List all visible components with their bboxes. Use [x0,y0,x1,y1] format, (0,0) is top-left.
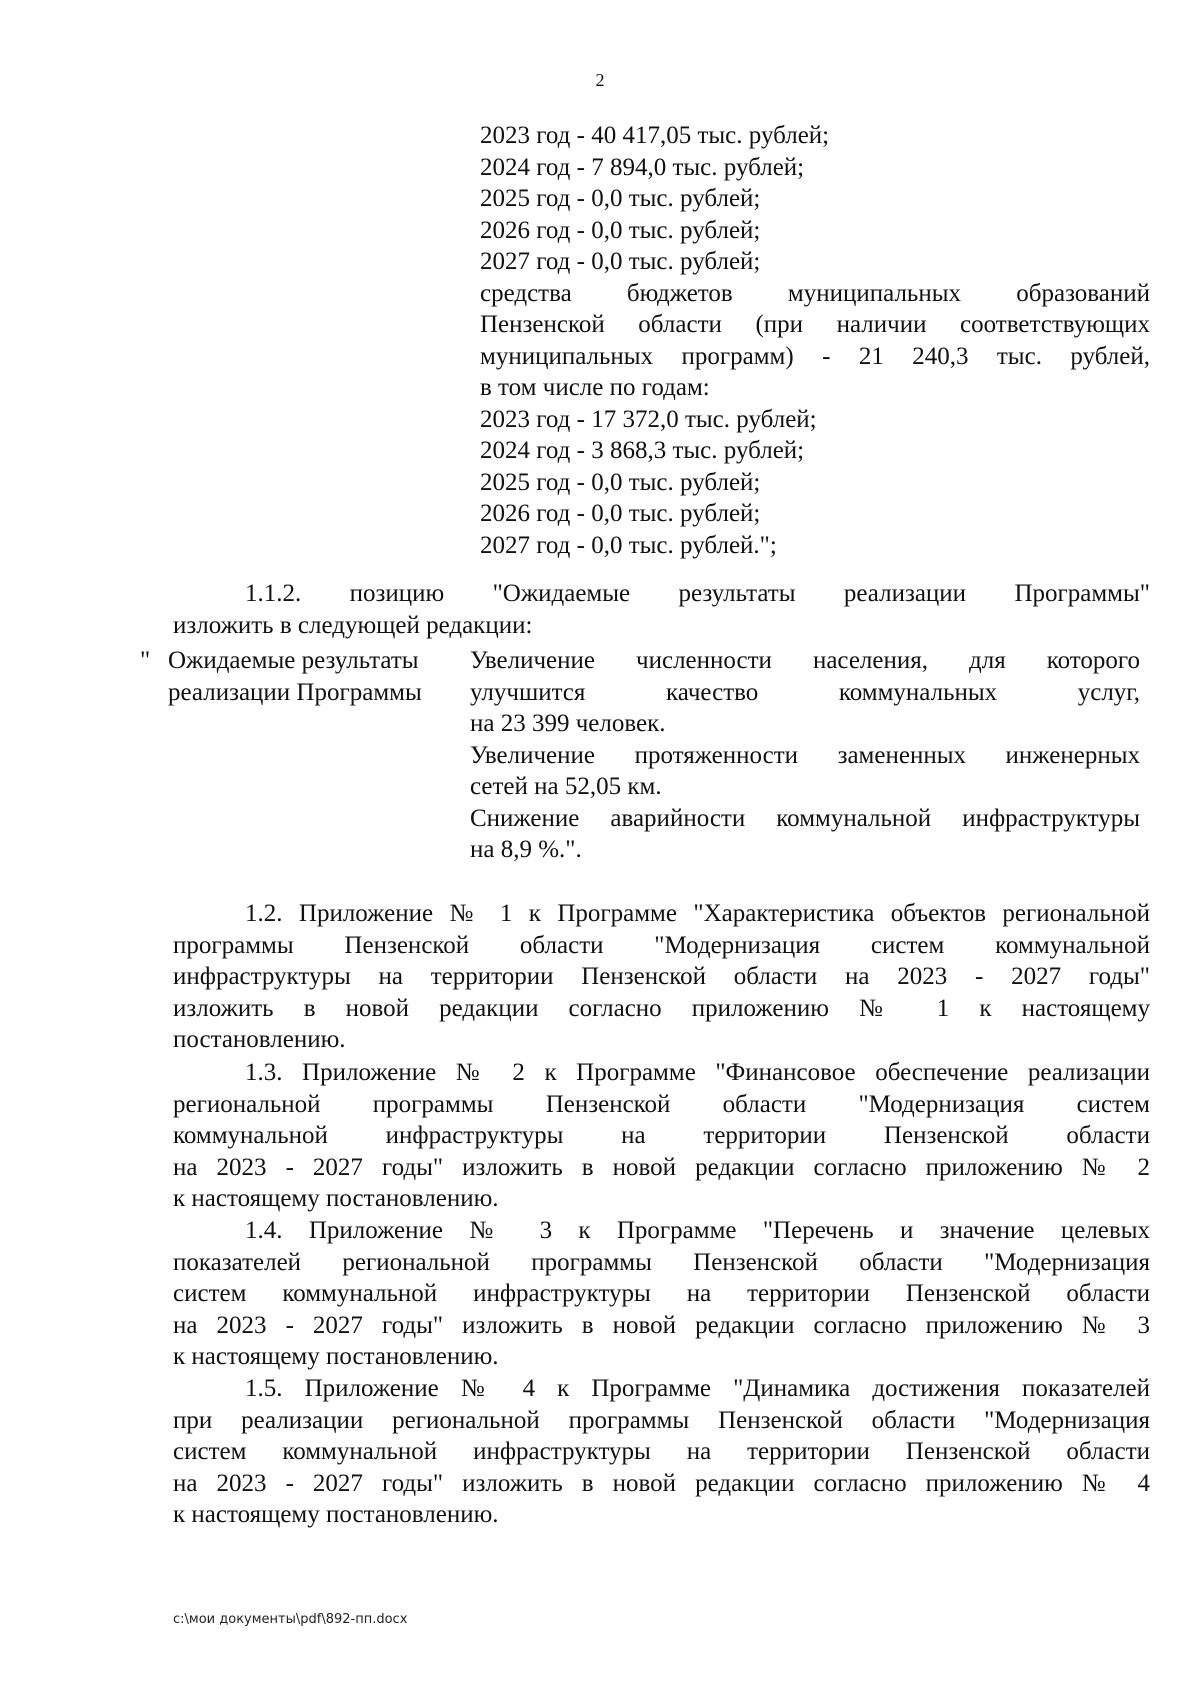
funding-line: 2025 год - 0,0 тыс. рублей; [480,185,761,212]
funding-line: Пензенской области (при наличии соответствующих [480,311,1150,338]
funding-line: 2024 год - 7 894,0 тыс. рублей; [480,153,805,181]
paragraph-1-4 [173,1215,1150,1373]
results-value-line: Увеличение протяженности замененных инженерных [470,741,1140,769]
results-value-line: Увеличение численности населения, для которого [470,647,1140,674]
paragraph-line: 1.3. Приложение № 2 к Программе "Финансовое обеспечение реализации [245,1059,1150,1086]
footer-file-path: c:\мои документы\pdf\892-пп.docx [173,1612,408,1627]
paragraph-line: инфраструктуры на территории Пензенской области на 2023 - 2027 годы" [173,963,1150,990]
paragraph-line: 1.5. Приложение № 4 к Программе "Динамика достижения показателей [245,1375,1150,1402]
funding-line: 2027 год - 0,0 тыс. рублей; [480,248,761,275]
paragraph-line: программы Пензенской области "Модернизация систем коммунальной [173,931,1150,959]
funding-block [480,120,1150,561]
paragraph-line: постановлению. [173,1026,346,1053]
item-1-1-2-line: 1.1.2. позицию "Ожидаемые результаты реализации Программы" [245,580,1150,607]
paragraph-1-3 [173,1057,1150,1215]
paragraph-1-2 [173,898,1150,1056]
paragraph-line: показателей региональной программы Пензенской области "Модернизация [173,1248,1150,1276]
paragraph-line: региональной программы Пензенской области "Модернизация систем [173,1090,1150,1118]
paragraph-line: при реализации региональной программы Пензенской области "Модернизация [173,1406,1150,1434]
results-value-line: сетей на 52,05 км. [470,773,662,800]
paragraph-line: 1.2. Приложение № 1 к Программе "Характеристика объектов региональной [245,900,1150,927]
paragraph-line: к настоящему постановлению. [173,1185,499,1212]
results-value-line: на 8,9 %.". [470,836,582,863]
results-label-line: реализации Программы [168,678,422,706]
paragraph-1-5 [173,1373,1150,1531]
results-value-line: улучшится качество коммунальных услуг, [470,678,1140,706]
funding-line: 2025 год - 0,0 тыс. рублей; [480,468,761,496]
results-label-line: Ожидаемые результаты [168,647,419,674]
paragraph-line: на 2023 - 2027 годы" изложить в новой редакции согласно приложению № 3 [173,1311,1150,1339]
funding-line: 2026 год - 0,0 тыс. рублей; [480,216,761,244]
paragraph-line: изложить в новой редакции согласно приложению № 1 к настоящему [173,994,1150,1022]
funding-line: 2023 год - 40 417,05 тыс. рублей; [480,122,830,149]
item-1-1-2-line: изложить в следующей редакции: [173,611,533,639]
open-quote: " [140,647,151,674]
results-value-line: Снижение аварийности коммунальной инфраструктуры [470,804,1140,832]
item-1-1-2 [173,578,1150,641]
results-value-line: на 23 399 человек. [470,710,666,737]
paragraph-line: коммунальной инфраструктуры на территории Пензенской области [173,1122,1150,1149]
funding-line: 2027 год - 0,0 тыс. рублей."; [480,531,777,559]
paragraph-line: 1.4. Приложение № 3 к Программе "Перечень и значение целевых [245,1217,1150,1244]
paragraph-line: систем коммунальной инфраструктуры на территории Пензенской области [173,1438,1150,1465]
funding-line: средства бюджетов муниципальных образований [480,279,1150,307]
funding-line: 2024 год - 3 868,3 тыс. рублей; [480,437,805,464]
page-number: 2 [595,70,605,90]
paragraph-line: на 2023 - 2027 годы" изложить в новой редакции согласно приложению № 2 [173,1153,1150,1181]
funding-line: в том числе по годам: [480,374,710,401]
paragraph-line: на 2023 - 2027 годы" изложить в новой редакции согласно приложению № 4 [173,1469,1150,1497]
paragraph-line: к настоящему постановлению. [173,1343,499,1370]
paragraph-line: к настоящему постановлению. [173,1501,499,1528]
funding-line: 2026 год - 0,0 тыс. рублей; [480,500,761,527]
results-label [168,645,446,708]
funding-line: муниципальных программ) - 21 240,3 тыс. рублей, [480,342,1150,370]
funding-line: 2023 год - 17 372,0 тыс. рублей; [480,405,817,433]
paragraph-line: систем коммунальной инфраструктуры на территории Пензенской области [173,1280,1150,1307]
results-value [470,645,1140,866]
